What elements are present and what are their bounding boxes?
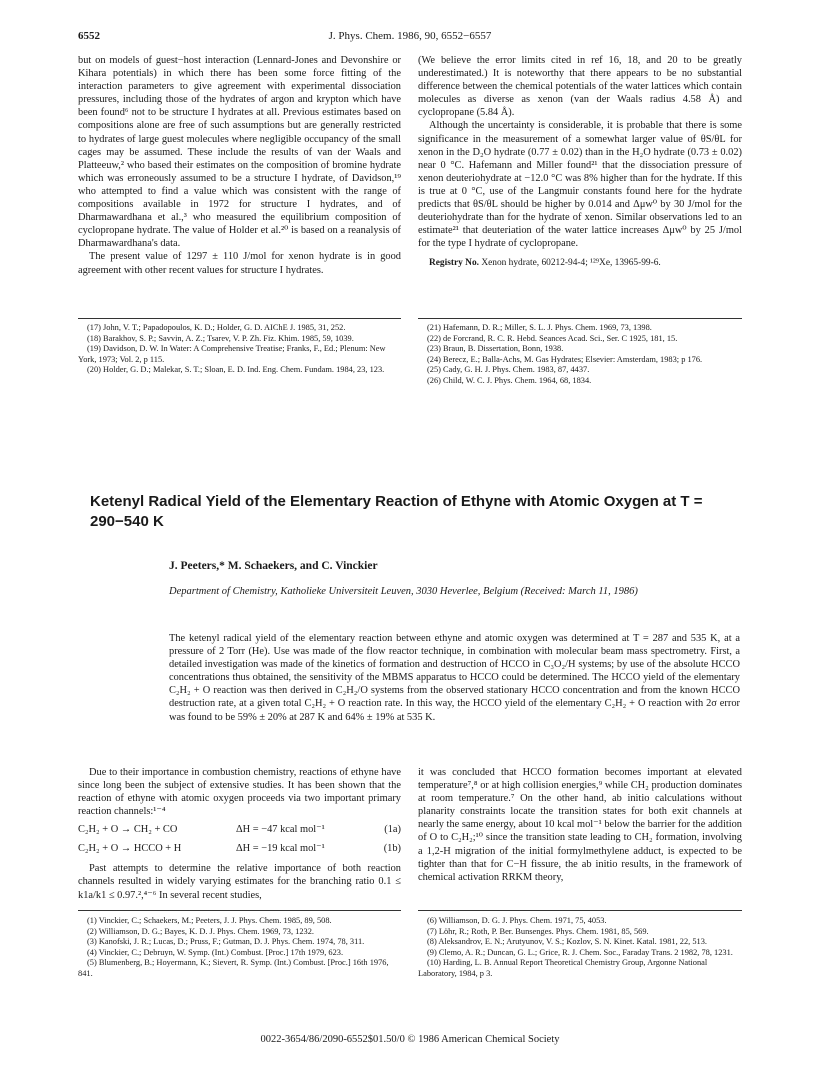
registry-numbers (418, 257, 742, 270)
reference: (1) Vinckier, C.; Schaekers, M.; Peeters, J. J. Phys. Chem. 1985, 89, 508. (87, 916, 332, 925)
reference: (20) Holder, G. D.; Malekar, S. T.; Sloan, E. D. Ind. Eng. Chem. Fundam. 1984, 23, 123. (87, 365, 385, 375)
article-affiliation: Department of Chemistry, Katholieke Universiteit Leuven, 3030 Heverlee, Belgium (Received: March 11, 1986) (169, 586, 638, 597)
registry-text: Xenon hydrate, 60212-94-4; ¹²⁹Xe, 13965-99-6. (481, 258, 661, 269)
top-right-column (418, 54, 742, 271)
body-right-column (418, 766, 742, 884)
equation-enthalpy: ΔH = −19 kcal mol⁻¹ (236, 843, 325, 855)
article-authors: J. Peeters,* M. Schaekers, and C. Vinckier (169, 560, 378, 572)
equation-reaction: C₂H₂ + O → CH₂ + CO (78, 824, 178, 836)
reference: (2) Williamson, D. G.; Bayes, K. D. J. Phys. Chem. 1969, 73, 1232. (87, 926, 315, 936)
paragraph: Due to their importance in combustion chemistry, reactions of ethyne have since long been the subject of extensive studies. It has been shown that the reaction of ethyne with atomic oxygen proceeds via two important primary reaction channels:¹⁻⁴ (78, 767, 401, 818)
reference: (6) Williamson, D. G. J. Phys. Chem. 1971, 75, 4053. (427, 916, 607, 925)
reference: (26) Child, W. C. J. Phys. Chem. 1964, 68, 1834. (427, 375, 592, 385)
equation-1b (78, 842, 401, 858)
top-right-references (418, 323, 742, 387)
reference: (3) Kanofski, J. R.; Lucas, D.; Pruss, F.; Gutman, D. J. Phys. Chem. 1974, 78, 311. (87, 937, 365, 947)
reference: (18) Barakhov, S. P.; Savvin, A. Z.; Tsarev, V. P. Zh. Fiz. Khim. 1985, 59, 1039. (87, 333, 354, 343)
reference: (22) de Forcrand, R. C. R. Hebd. Seances Acad. Sci., Ser. C 1925, 181, 15. (427, 333, 678, 343)
reference: (17) John, V. T.; Papadopoulos, K. D.; Holder, G. D. AIChE J. 1985, 31, 252. (87, 323, 346, 332)
reference: (24) Berecz, E.; Balla-Achs, M. Gas Hydrates; Elsevier: Amsterdam, 1983; p 176. (427, 354, 703, 364)
paragraph: it was concluded that HCCO formation becomes important at elevated temperature⁷,⁸ or at high collision energies,⁹ while CH₂ production dominates at room temperature.⁷ On the other hand, ab initio calculations without planarity constraints locate the transition states for both exit channels at nearly the same energy, about 10 kcal mol⁻¹ below the barrier for the addition of O to C₂H₂;¹⁰ since the transition state leading to CH₂ formation, involving a 1,2-H migration of the initial formylmethylene adduct, is expected to be tighter than that for C−H fissure, the ab initio results, in the framework of chemical activation RRKM theory, (418, 767, 742, 883)
reference: (4) Vinckier, C.; Debruyn, W. Symp. (Int.) Combust. [Proc.] 17th 1979, 623. (87, 947, 344, 957)
article-title: Ketenyl Radical Yield of the Elementary Reaction of Ethyne with Atomic Oxygen at T = 290−540 K (90, 493, 703, 530)
reference: (7) Löhr, R.; Roth, P. Ber. Bunsenges. Phys. Chem. 1981, 85, 569. (427, 926, 649, 936)
footnote-rule (78, 910, 401, 911)
reference: (5) Blumenberg, B.; Hoyermann, K.; Sievert, R. Symp. (Int.) Combust. [Proc.] 16th 1976, 841. (78, 958, 389, 978)
paragraph: (We believe the error limits cited in ref 16, 18, and 20 to be greatly underestimated.) It is noteworthy that there appears to be no substantial difference between the chemical potentials of the water lattices which contain molecules as diverse as xenon (van der Waals radius 4.58 Å) and cyclopropane (5.84 Å). (418, 55, 742, 119)
equation-label: (1a) (384, 824, 401, 836)
reference: (19) Davidson, D. W. In Water: A Comprehensive Treatise; Franks, F., Ed.; Plenum: New York, 1973; Vol. 2, p 115. (78, 344, 386, 364)
paragraph: The present value of 1297 ± 110 J/mol for xenon hydrate is in good agreement with other recent values for structure I hydrates. (78, 251, 401, 276)
equation-1a (78, 823, 401, 839)
equation-reaction: C₂H₂ + O → HCCO + H (78, 843, 182, 855)
copyright-footer: 0022-3654/86/2090-6552$01.50/0 © 1986 American Chemical Society (260, 1034, 560, 1045)
registry-label: Registry No. (429, 258, 479, 269)
article-abstract: The ketenyl radical yield of the elementary reaction between ethyne and atomic oxygen was determined at T = 287 and 535 K, at a pressure of 2 Torr (He). Use was made of the flow reactor technique, in combination with molecular beam mass spectrometry. First, a detailed investigation was made of the kinetics of formation and destruction of HCCO in C₃O₂/H systems; by use of the absolute HCCO concentrations thus obtained, the sensitivity of the MBMS apparatus to HCCO could be determined. The HCCO yield of the elementary C₂H₂ + O reaction was then derived in C₂H₂/O systems from the observed stationary HCCO concentration and from the known HCCO destruction rate, at a given total C₂H₂ + O reaction rate. In this way, the HCCO yield of the elementary C₂H₂ + O reaction with 2σ error was found to be 59% ± 20% at 287 K and 64% ± 19% at 535 K. (169, 633, 740, 723)
paragraph: but on models of guest−host interaction (Lennard-Jones and Devonshire or Kihara potentials) in which there has been some force fitting of the interaction parameters to give agreement with experimental dissociation pressures, including those of the hydrates of argon and krypton which have been found⁶ not to be structure I hydrates at all. Previous estimates based on compositions alone are free of such assumptions but are generally restricted to hydrates of large guest molecules where negligible occupancy of the small cages may be assumed. These include the results of van der Waals and Platteeuw,² who based their estimates on the composition of bromine hydrate which was erroneously assumed to be a structure I hydrate, of Davidson,¹⁹ who attempted to find a value which was consistent with the range of compositions available in 1972 for structure I hydrates, and of Dharmawardhana et al.,³ who measured the equilibrium composition of cyclopropane hydrate. The value of Holder et al.²⁰ is based on a reanalysis of Dharmawardhana's data. (78, 55, 401, 250)
reference: (21) Hafemann, D. R.; Miller, S. L. J. Phys. Chem. 1969, 73, 1398. (427, 323, 652, 332)
paragraph: Although the uncertainty is considerable, it is probable that there is some significance in the measurement of a somewhat larger value of θS/θL for xenon in the D₂O hydrate (0.77 ± 0.02) than in the H₂O hydrate (0.73 ± 0.02) near 0 °C. Hafemann and Miller found²¹ that the dissociation pressure of xenon deuteriohydrate at −12.0 °C was 8% higher than for the hydrate. If this is true at 0 °C, use of the Langmuir constants found here for the hydrate predicts that θS/θL should be higher by 0.014 and Δμw⁰ by 30 J/mol for the deuteriohydrate than for the hydrate of xenon. Similar observations led to an estimate²¹ that deuteriation of the water lattice increases Δμw⁰ by 25 J/mol for the type I hydrate of cyclopropane. (418, 120, 742, 250)
journal-citation: J. Phys. Chem. 1986, 90, 6552−6557 (328, 30, 492, 42)
reference: (25) Cady, G. H. J. Phys. Chem. 1983, 87, 4437. (427, 365, 590, 375)
reference: (8) Aleksandrov, E. N.; Arutyunov, V. S.; Kozlov, S. N. Kinet. Katal. 1981, 22, 513. (427, 937, 707, 947)
equation-label: (1b) (383, 843, 401, 855)
top-left-column (78, 54, 401, 277)
footnote-rule (78, 318, 401, 319)
reference: (9) Clemo, A. R.; Duncan, G. L.; Grice, R. J. Chem. Soc., Faraday Trans. 2 1982, 78, 1231. (427, 947, 733, 957)
footnote-rule (418, 318, 742, 319)
reference: (10) Harding, L. B. Annual Report Theoretical Chemistry Group, Argonne National Laboratory, 1984, p 3. (418, 958, 708, 978)
bottom-left-references (78, 916, 401, 980)
paragraph: Past attempts to determine the relative importance of both reaction channels resulted in widely varying estimates for the branching ratio 0.1 ≤ k1a/k1 ≤ 0.97.²,⁴⁻⁶ In several recent studies, (78, 863, 401, 901)
bottom-right-references (418, 916, 742, 980)
top-left-references (78, 323, 401, 376)
footnote-rule (418, 910, 742, 911)
running-header (78, 30, 742, 44)
body-left-column (78, 766, 401, 902)
page-number: 6552 (78, 30, 100, 42)
equation-enthalpy: ΔH = −47 kcal mol⁻¹ (236, 824, 325, 836)
reference: (23) Braun, B. Dissertation, Bonn, 1938. (427, 344, 564, 354)
